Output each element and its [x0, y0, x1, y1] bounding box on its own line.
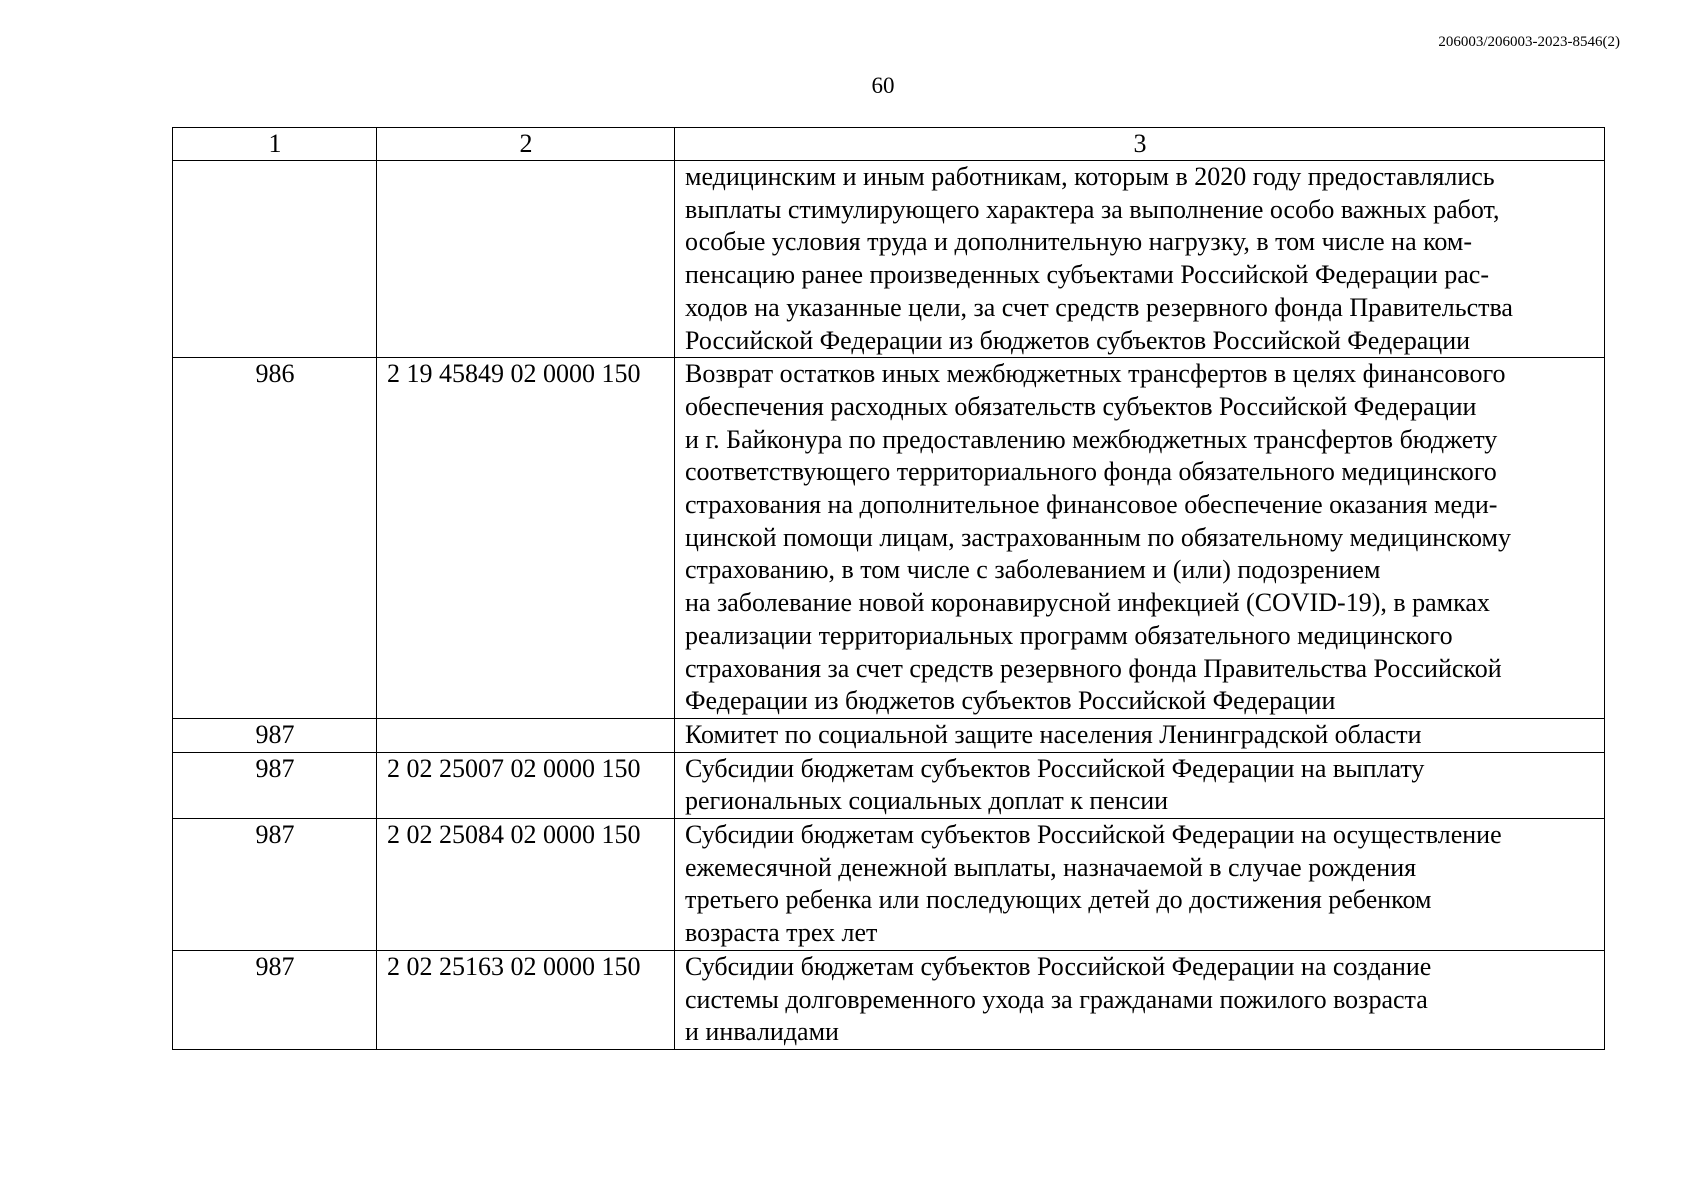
budget-code-cell: 2 02 25163 02 0000 150	[377, 950, 675, 1049]
description-cell	[675, 358, 1605, 719]
budget-code-cell	[377, 718, 675, 752]
description-line: Субсидии бюджетам субъектов Российской Федерации на выплату	[685, 753, 1425, 783]
budget-code-cell: 2 19 45849 02 0000 150	[377, 358, 675, 719]
admin-code-cell: 986	[173, 358, 377, 719]
description-line: обеспечения расходных обязательств субъектов Российской Федерации	[685, 391, 1477, 421]
description-cell	[675, 950, 1605, 1049]
description-line: Субсидии бюджетам субъектов Российской Федерации на осуществление	[685, 820, 1502, 850]
description-line: Российской Федерации из бюджетов субъектов Российской Федерации	[685, 325, 1471, 355]
admin-code-cell: 987	[173, 819, 377, 951]
table-row	[173, 161, 1605, 358]
table-body	[173, 161, 1605, 1050]
table-row	[173, 752, 1605, 818]
description-line: страхования на дополнительное финансовое обеспечение оказания меди-	[685, 490, 1498, 520]
description-line: на заболевание новой коронавирусной инфекцией (COVID-19), в рамках	[685, 588, 1490, 618]
description-line: выплаты стимулирующего характера за выполнение особо важных работ,	[685, 194, 1500, 224]
description-line: цинской помощи лицам, застрахованным по обязательному медицинскому	[685, 522, 1511, 552]
admin-code-cell: 987	[173, 950, 377, 1049]
description-cell	[675, 161, 1605, 358]
column-header-2: 2	[377, 128, 675, 161]
table-row	[173, 718, 1605, 752]
column-header-3: 3	[675, 128, 1605, 161]
document-id: 206003/206003-2023-8546(2)	[1438, 34, 1620, 50]
description-line: соответствующего территориального фонда обязательного медицинского	[685, 457, 1497, 487]
description-line: третьего ребенка или последующих детей до достижения ребенком	[685, 885, 1432, 915]
budget-code-cell: 2 02 25007 02 0000 150	[377, 752, 675, 818]
description-cell	[675, 819, 1605, 951]
admin-code-cell: 987	[173, 752, 377, 818]
description-line: ежемесячной денежной выплаты, назначаемой в случае рождения	[685, 852, 1417, 882]
description-line: системы долговременного ухода за гражданами пожилого возраста	[685, 984, 1428, 1014]
description-line: страхования за счет средств резервного фонда Правительства Российской	[685, 653, 1502, 683]
table-row	[173, 358, 1605, 719]
description-line: и г. Байконура по предоставлению межбюджетных трансфертов бюджету	[685, 424, 1498, 454]
budget-code-cell: 2 02 25084 02 0000 150	[377, 819, 675, 951]
description-line: региональных социальных доплат к пенсии	[685, 786, 1169, 816]
description-cell	[675, 718, 1605, 752]
description-line: пенсацию ранее произведенных субъектами Российской Федерации рас-	[685, 260, 1489, 290]
description-line: Субсидии бюджетам субъектов Российской Федерации на создание	[685, 951, 1432, 981]
description-line: медицинским и иным работникам, которым в 2020 году предоставлялись	[685, 162, 1495, 191]
admin-code-cell: 987	[173, 718, 377, 752]
budget-code-cell	[377, 161, 675, 358]
description-line: Комитет по социальной защите населения Ленинградской области	[685, 719, 1422, 749]
page-number: 60	[871, 73, 895, 98]
header-row	[173, 128, 1605, 161]
description-line: Федерации из бюджетов субъектов Российской Федерации	[685, 686, 1336, 716]
description-line: ходов на указанные цели, за счет средств резервного фонда Правительства	[685, 292, 1513, 322]
description-line: возраста трех лет	[685, 918, 878, 948]
column-header-1: 1	[173, 128, 377, 161]
table-row	[173, 819, 1605, 951]
budget-table	[172, 127, 1605, 1050]
description-line: реализации территориальных программ обязательного медицинского	[685, 620, 1453, 650]
description-line: особые условия труда и дополнительную нагрузку, в том числе на ком-	[685, 227, 1473, 257]
admin-code-cell	[173, 161, 377, 358]
table-row	[173, 950, 1605, 1049]
description-line: Возврат остатков иных межбюджетных трансфертов в целях финансового	[685, 359, 1506, 389]
description-cell	[675, 752, 1605, 818]
description-line: и инвалидами	[685, 1017, 839, 1047]
description-line: страхованию, в том числе с заболеванием и (или) подозрением	[685, 555, 1381, 585]
